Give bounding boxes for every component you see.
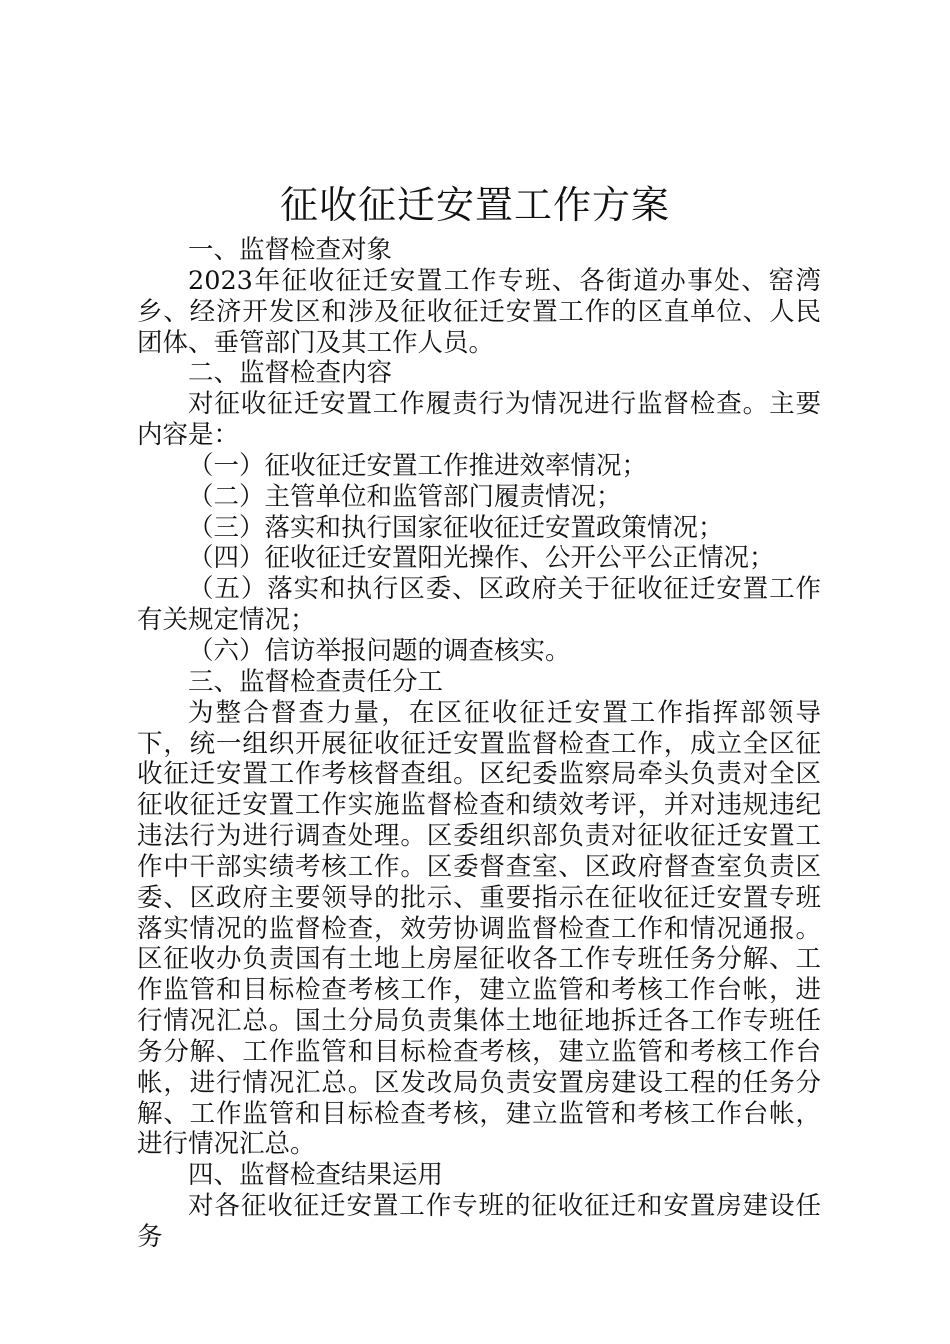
list-item-5: （五）落实和执行区委、区政府关于征收征迁安置工作有关规定情况； bbox=[137, 574, 821, 636]
list-item-1: （一）征收征迁安置工作推进效率情况； bbox=[188, 450, 648, 481]
list-item-4: （四）征收征迁安置阳光操作、公开公平公正情况； bbox=[188, 543, 775, 574]
paragraph-results-usage: 对各征收征迁安置工作专班的征收征迁和安置房建设任务 bbox=[137, 1191, 821, 1252]
paragraph-scope: 2023年征收征迁安置工作专班、各街道办事处、窑湾乡、经济开发区和涉及征收征迁安置工作的区直单位、人民团体、垂管部门及其工作人员。 bbox=[137, 265, 821, 358]
document-title: 征收征迁安置工作方案 bbox=[279, 183, 670, 227]
list-item-2: （二）主管单位和监管部门履责情况； bbox=[188, 481, 622, 512]
section-heading-2: 二、监督检查内容 bbox=[188, 358, 393, 389]
section-heading-3: 三、监督检查责任分工 bbox=[188, 666, 444, 697]
paragraph-content-intro: 对征收征迁安置工作履责行为情况进行监督检查。主要内容是： bbox=[137, 389, 821, 451]
list-item-3: （三）落实和执行国家征收征迁安置政策情况； bbox=[188, 512, 724, 543]
list-item-6: （六）信访举报问题的调查核实。 bbox=[188, 635, 571, 666]
paragraph-responsibilities: 为整合督查力量，在区征收征迁安置工作指挥部领导下，统一组织开展征收征迁安置监督检查工作，成立全区征收征迁安置工作考核督查组。区纪委监察局牵头负责对全区征收征迁安置工作实施监督检查和绩效考评，并对违规违纪违法行为进行调查处理。区委组织部负责对征收征迁安置工作中干部实绩考核工作。区委督查室、区政府督查室负责区委、区政府主要领导的批示、重要指示在征收征迁安置专班落实情况的监督检查，效劳协调监督检查工作和情况通报。区征收办负责国有土地上房屋征收各工作专班任务分解、工作监管和目标检查考核工作，建立监管和考核工作台帐，进行情况汇总。国土分局负责集体土地征地拆迁各工作专班任务分解、工作监管和目标检查考核，建立监管和考核工作台帐，进行情况汇总。区发改局负责安置房建设工程的任务分解、工作监管和目标检查考核，建立监管和考核工作台帐，进行情况汇总。 bbox=[137, 697, 821, 1160]
section-heading-1: 一、监督检查对象 bbox=[188, 235, 393, 265]
document-body bbox=[137, 235, 821, 1253]
section-heading-4: 四、监督检查结果运用 bbox=[188, 1160, 444, 1191]
